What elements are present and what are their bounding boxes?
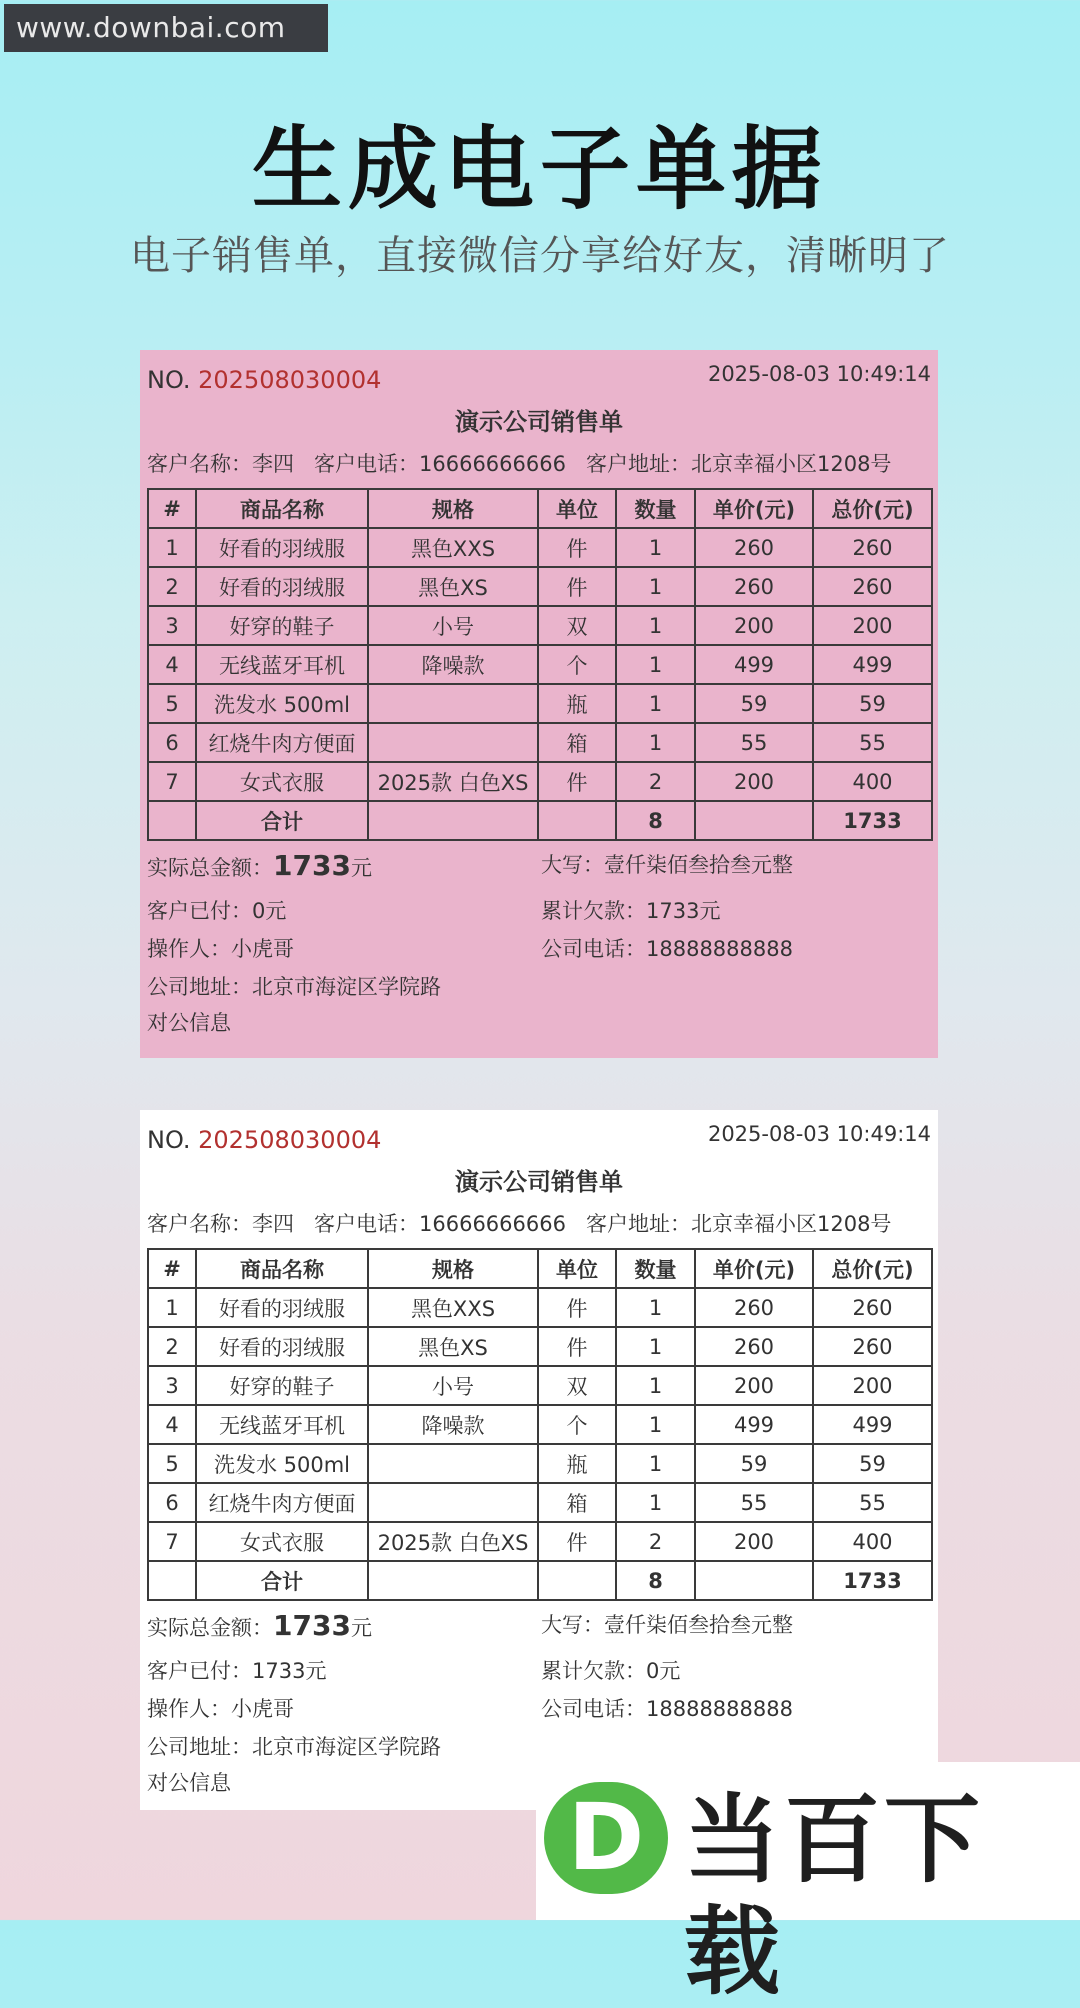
receipt-time: 2025-08-03 10:49:14 [707,362,931,386]
table-cell: 5 [148,684,196,723]
table-row [148,1366,932,1405]
receipt-number: NO. 202508030004 [147,366,382,394]
table-row [148,1444,932,1483]
table-cell: 黑色XXS [368,1288,538,1327]
column-header: 单价(元) [695,489,813,528]
table-cell: 260 [813,567,932,606]
table-cell: 个 [538,1405,616,1444]
table-total-cell [538,1561,616,1600]
table-cell: 2 [616,1522,695,1561]
table-cell: 黑色XXS [368,528,538,567]
table-cell: 260 [695,528,813,567]
table-cell: 6 [148,1483,196,1522]
table-total-cell [148,801,196,840]
table-row [148,684,932,723]
table-total-cell: 1733 [813,801,932,840]
table-cell: 红烧牛肉方便面 [196,1483,368,1522]
table-cell: 好看的羽绒服 [196,1288,368,1327]
table-total-cell: 8 [616,1561,695,1600]
table-cell: 55 [695,1483,813,1522]
table-cell: 降噪款 [368,645,538,684]
table-cell: 洗发水 500ml [196,1444,368,1483]
amount-in-words: 大写：壹仟柒佰叁拾叁元整 [541,853,793,877]
table-cell: 降噪款 [368,1405,538,1444]
table-total-cell: 合计 [196,1561,368,1600]
table-cell: 499 [813,645,932,684]
table-cell: 200 [695,1522,813,1561]
company-phone: 公司电话：18888888888 [541,1697,793,1721]
table-cell: 1 [616,1327,695,1366]
operator: 操作人：小虎哥 [147,937,294,961]
table-total-cell [695,1561,813,1600]
column-header: 总价(元) [813,489,932,528]
table-row [148,528,932,567]
table-cell: 小号 [368,606,538,645]
table-cell: 499 [695,1405,813,1444]
table-row [148,606,932,645]
table-total-cell [368,1561,538,1600]
table-cell: 个 [538,645,616,684]
accumulated-debt: 累计欠款：1733元 [541,899,721,923]
table-cell: 1 [616,723,695,762]
table-header-row [148,489,932,528]
table-cell: 59 [695,684,813,723]
receipt-time: 2025-08-03 10:49:14 [707,1122,931,1146]
table-cell: 260 [695,567,813,606]
table-cell: 1 [616,1483,695,1522]
table-cell: 黑色XS [368,1327,538,1366]
customer-name: 客户名称：李四 [147,452,294,476]
column-header: 数量 [616,489,695,528]
table-cell: 件 [538,1522,616,1561]
table-cell: 瓶 [538,684,616,723]
receipt-title: 演示公司销售单 [455,408,623,436]
watermark-url: www.downbai.com [4,4,328,52]
receipt-title: 演示公司销售单 [455,1168,623,1196]
table-cell: 件 [538,1327,616,1366]
customer-phone: 客户电话：16666666666 [314,452,566,476]
table-cell: 无线蓝牙耳机 [196,1405,368,1444]
table-cell: 200 [695,606,813,645]
column-header: 规格 [368,489,538,528]
table-cell: 3 [148,1366,196,1405]
table-cell: 1 [616,1405,695,1444]
table-cell: 2 [616,762,695,801]
column-header: 单位 [538,1249,616,1288]
operator: 操作人：小虎哥 [147,1697,294,1721]
table-cell [368,723,538,762]
table-total-cell: 8 [616,801,695,840]
table-row [148,567,932,606]
table-cell [368,1483,538,1522]
company-address: 公司地址：北京市海淀区学院路 [147,1735,441,1759]
column-header: # [148,1249,196,1288]
column-header: 总价(元) [813,1249,932,1288]
table-cell: 黑色XS [368,567,538,606]
table-cell: 55 [695,723,813,762]
receipt-number: NO. 202508030004 [147,1126,382,1154]
table-cell: 6 [148,723,196,762]
receipt-unpaid [140,350,938,1058]
page-subline: 电子销售单，直接微信分享给好友，清晰明了 [130,233,950,279]
table-cell: 1 [616,1444,695,1483]
customer-info [147,1202,931,1246]
table-row [148,645,932,684]
table-cell: 400 [813,1522,932,1561]
table-total-cell [538,801,616,840]
customer-address: 客户地址：北京幸福小区1208号 [585,452,892,476]
table-cell: 双 [538,606,616,645]
table-cell: 瓶 [538,1444,616,1483]
column-header: 规格 [368,1249,538,1288]
table-cell: 200 [813,1366,932,1405]
table-cell: 1 [616,645,695,684]
table-cell: 女式衣服 [196,1522,368,1561]
table-cell: 7 [148,1522,196,1561]
table-row [148,1327,932,1366]
logo-d-icon: D [544,1782,668,1894]
column-header: 商品名称 [196,1249,368,1288]
table-cell: 59 [695,1444,813,1483]
table-cell: 400 [813,762,932,801]
table-total-cell: 1733 [813,1561,932,1600]
table-total-cell [148,1561,196,1600]
table-cell: 件 [538,567,616,606]
amount-in-words: 大写：壹仟柒佰叁拾叁元整 [541,1613,793,1637]
table-cell: 55 [813,723,932,762]
table-cell: 小号 [368,1366,538,1405]
table-total-cell: 合计 [196,801,368,840]
table-cell: 260 [813,528,932,567]
table-cell: 2025款 白色XS [368,1522,538,1561]
table-cell: 260 [695,1288,813,1327]
table-cell: 4 [148,1405,196,1444]
table-cell: 箱 [538,1483,616,1522]
table-cell: 1 [616,567,695,606]
customer-paid: 客户已付：1733元 [147,1659,327,1683]
table-row [148,1522,932,1561]
customer-phone: 客户电话：16666666666 [314,1212,566,1236]
actual-total: 实际总金额：1733元 [147,1609,372,1642]
table-cell: 1 [616,606,695,645]
table-cell: 1 [148,1288,196,1327]
table-total-cell [368,801,538,840]
table-cell: 无线蓝牙耳机 [196,645,368,684]
table-row [148,762,932,801]
table-cell: 4 [148,645,196,684]
company-phone: 公司电话：18888888888 [541,937,793,961]
table-cell [368,1444,538,1483]
table-cell: 好穿的鞋子 [196,606,368,645]
public-info: 对公信息 [147,1771,231,1795]
receipt-summary [147,849,931,1089]
customer-info [147,442,931,486]
table-cell: 红烧牛肉方便面 [196,723,368,762]
items-table [147,1248,933,1601]
accumulated-debt: 累计欠款：0元 [541,1659,681,1683]
table-cell: 好穿的鞋子 [196,1366,368,1405]
table-cell: 2 [148,1327,196,1366]
table-cell: 5 [148,1444,196,1483]
table-cell: 双 [538,1366,616,1405]
table-cell: 499 [695,645,813,684]
column-header: 数量 [616,1249,695,1288]
customer-address: 客户地址：北京幸福小区1208号 [585,1212,892,1236]
table-total-cell [695,801,813,840]
customer-name: 客户名称：李四 [147,1212,294,1236]
column-header: 单位 [538,489,616,528]
brand-logo [536,1762,1080,2008]
column-header: # [148,489,196,528]
table-cell: 200 [695,762,813,801]
table-cell: 女式衣服 [196,762,368,801]
table-cell: 好看的羽绒服 [196,1327,368,1366]
table-header-row [148,1249,932,1288]
column-header: 单价(元) [695,1249,813,1288]
table-total-row [148,801,932,840]
table-row [148,1483,932,1522]
table-cell: 2 [148,567,196,606]
table-cell: 好看的羽绒服 [196,528,368,567]
table-cell: 1 [616,1366,695,1405]
page-headline: 生成电子单据 [252,117,828,222]
receipt-paid [140,1110,938,1810]
table-cell: 件 [538,1288,616,1327]
column-header: 商品名称 [196,489,368,528]
table-cell: 件 [538,762,616,801]
customer-paid: 客户已付：0元 [147,899,287,923]
table-cell: 200 [695,1366,813,1405]
table-row [148,723,932,762]
table-row [148,1288,932,1327]
actual-total: 实际总金额：1733元 [147,849,372,882]
table-cell: 洗发水 500ml [196,684,368,723]
public-info: 对公信息 [147,1011,231,1035]
table-cell [368,684,538,723]
table-cell: 260 [813,1327,932,1366]
table-cell: 件 [538,528,616,567]
table-cell: 59 [813,684,932,723]
table-cell: 1 [148,528,196,567]
table-cell: 箱 [538,723,616,762]
table-cell: 59 [813,1444,932,1483]
table-cell: 2025款 白色XS [368,762,538,801]
table-cell: 好看的羽绒服 [196,567,368,606]
company-address: 公司地址：北京市海淀区学院路 [147,975,441,999]
table-total-row [148,1561,932,1600]
table-cell: 200 [813,606,932,645]
items-table [147,488,933,841]
table-cell: 1 [616,1288,695,1327]
table-cell: 3 [148,606,196,645]
logo-text: 当百下载 [684,1784,984,2008]
table-cell: 7 [148,762,196,801]
table-cell: 499 [813,1405,932,1444]
table-cell: 260 [695,1327,813,1366]
table-cell: 260 [813,1288,932,1327]
table-cell: 1 [616,684,695,723]
table-cell: 1 [616,528,695,567]
table-row [148,1405,932,1444]
table-cell: 55 [813,1483,932,1522]
